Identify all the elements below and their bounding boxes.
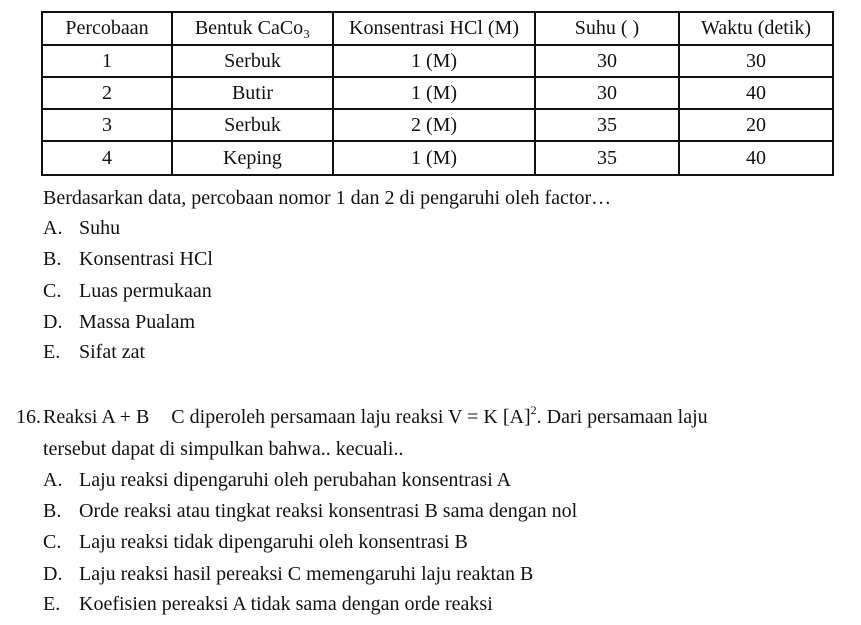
- table-cell: 2 (M): [333, 109, 535, 141]
- table-row: [42, 77, 833, 109]
- q16-stem-line2: tersebut dapat di simpulkan bahwa.. kecuali..: [43, 438, 404, 460]
- question-number: 16.: [16, 406, 41, 428]
- option-letter: C.: [43, 531, 62, 553]
- header-waktu: Waktu (detik): [679, 12, 833, 45]
- q16-stem-part2: C diperoleh persamaan laju reaksi V = K [A]: [171, 406, 531, 428]
- table-cell: 4: [42, 141, 172, 175]
- q15-stem: Berdasarkan data, percobaan nomor 1 dan 2 di pengaruhi oleh factor…: [43, 187, 612, 209]
- table-cell: 1 (M): [333, 45, 535, 77]
- header-konsentrasi: Konsentrasi HCl (M): [333, 12, 535, 45]
- q16-option-b[interactable]: [43, 499, 577, 523]
- q16-option-d[interactable]: [43, 562, 533, 586]
- table-cell: 35: [535, 141, 679, 175]
- q15-option-e[interactable]: [43, 340, 145, 364]
- option-text: Koefisien pereaksi A tidak sama dengan orde reaksi: [79, 593, 493, 615]
- option-text: Suhu: [79, 217, 121, 239]
- table-cell: 40: [679, 141, 833, 175]
- table-cell: 1: [42, 45, 172, 77]
- table-cell: Butir: [172, 77, 333, 109]
- option-text: Laju reaksi hasil pereaksi C memengaruhi laju reaktan B: [79, 563, 534, 585]
- option-letter: E.: [43, 341, 61, 363]
- q16-stem-part1: Reaksi A + B: [43, 406, 150, 428]
- q15-option-c[interactable]: [43, 279, 212, 303]
- header-suhu: Suhu ( ): [535, 12, 679, 45]
- experiment-table: [41, 11, 834, 176]
- table-cell: 20: [679, 109, 833, 141]
- table-header-row: [42, 12, 833, 45]
- q15-option-b[interactable]: [43, 247, 213, 271]
- option-text: Laju reaksi tidak dipengaruhi oleh konsentrasi B: [79, 531, 468, 553]
- table-cell: 30: [535, 45, 679, 77]
- table-cell: 35: [535, 109, 679, 141]
- option-letter: B.: [43, 500, 62, 522]
- option-text: Laju reaksi dipengaruhi oleh perubahan konsentrasi A: [79, 469, 512, 491]
- table-cell: 1 (M): [333, 141, 535, 175]
- table-cell: 40: [679, 77, 833, 109]
- table-cell: Keping: [172, 141, 333, 175]
- q16-option-c[interactable]: [43, 530, 468, 554]
- q16-stem: [16, 405, 708, 429]
- option-letter: A.: [43, 469, 63, 491]
- q16-option-e[interactable]: [43, 592, 493, 616]
- option-letter: E.: [43, 593, 61, 615]
- table-cell: Serbuk: [172, 109, 333, 141]
- table-row: [42, 141, 833, 175]
- option-text: Luas permukaan: [79, 280, 212, 302]
- table-cell: Serbuk: [172, 45, 333, 77]
- table-cell: 30: [679, 45, 833, 77]
- header-bentuk: Bentuk CaCo₃: [172, 12, 333, 45]
- q16-option-a[interactable]: [43, 468, 511, 492]
- option-letter: A.: [43, 217, 63, 239]
- option-letter: D.: [43, 311, 63, 333]
- table-row: [42, 109, 833, 141]
- table-cell: 30: [535, 77, 679, 109]
- table-cell: 1 (M): [333, 77, 535, 109]
- q16-stem-part3: . Dari persamaan laju: [536, 406, 708, 428]
- exponent: 2: [530, 403, 537, 417]
- option-text: Sifat zat: [79, 341, 146, 363]
- table-cell: 2: [42, 77, 172, 109]
- q15-option-a[interactable]: [43, 216, 120, 240]
- table-row: [42, 45, 833, 77]
- option-text: Orde reaksi atau tingkat reaksi konsentrasi B sama dengan nol: [79, 500, 578, 522]
- q15-option-d[interactable]: [43, 310, 195, 334]
- option-text: Massa Pualam: [79, 311, 196, 333]
- option-letter: D.: [43, 563, 63, 585]
- header-percobaan: Percobaan: [42, 12, 172, 45]
- option-letter: B.: [43, 248, 62, 270]
- option-letter: C.: [43, 280, 62, 302]
- table-cell: 3: [42, 109, 172, 141]
- option-text: Konsentrasi HCl: [79, 248, 213, 270]
